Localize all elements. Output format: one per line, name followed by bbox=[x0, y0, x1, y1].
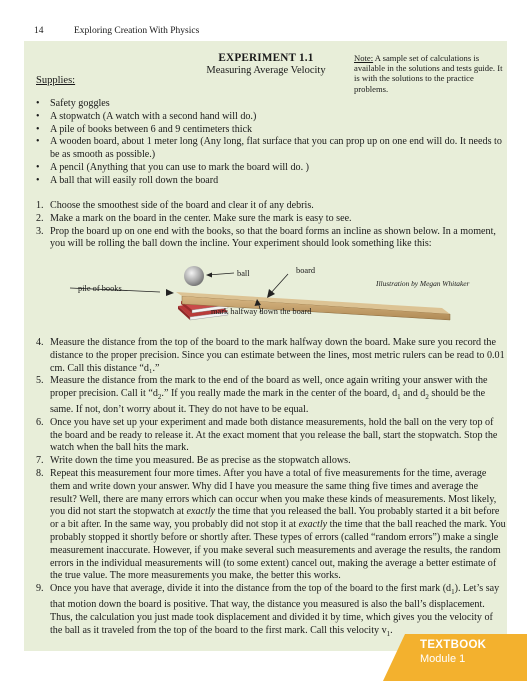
books-label: pile of books bbox=[78, 284, 122, 293]
list-item: • A pencil (Anything that you can use to mark the board will do. ) bbox=[36, 162, 506, 175]
step-number: 7. bbox=[36, 455, 44, 467]
page-number: 14 bbox=[34, 26, 44, 36]
page-header bbox=[34, 26, 199, 36]
list-item bbox=[36, 213, 506, 226]
step-text: Measure the distance from the top of the board to the mark halfway down the board. Make sure you record the distance to the proper precision. Since you can estimate between the lines, most metric rulers can be read to 0.01 cm. Call this distance “d₁.” bbox=[50, 337, 505, 374]
list-item bbox=[36, 200, 506, 213]
list-item bbox=[36, 375, 506, 416]
step-number: 9. bbox=[36, 583, 44, 595]
experiment-title: EXPERIMENT 1.1 bbox=[218, 52, 314, 64]
step-text: Choose the smoothest side of the board and clear it of any debris. bbox=[50, 200, 314, 211]
note-label: Note: bbox=[354, 53, 374, 63]
step-text: Make a mark on the board in the center. Make sure the mark is easy to see. bbox=[50, 212, 352, 224]
book-title: Exploring Creation With Physics bbox=[74, 26, 200, 36]
list-item: • A wooden board, about 1 meter long (Any long, flat surface that you can prop up on one end will do. It needs to be as smooth as possible.) bbox=[36, 136, 506, 162]
mark-label: mark halfway down the board bbox=[211, 307, 312, 316]
step-number: 2. bbox=[36, 212, 44, 224]
experiment-heading bbox=[186, 52, 346, 76]
supplies-heading: Supplies: bbox=[36, 75, 76, 86]
step-text: Prop the board up on one end with the books, so that the board forms an incline as shown below. In a moment, you will be rolling the ball down the incline. Your experiment should look something like this: bbox=[50, 225, 496, 250]
step-number: 8. bbox=[36, 467, 44, 479]
note-text: A sample set of calculations is available in the solutions and tests guide. It is with the solutions to the practice problems. bbox=[354, 53, 503, 94]
step-number: 3. bbox=[36, 225, 44, 237]
badge-module: Module 1 bbox=[420, 653, 466, 665]
list-item: • A pile of books between 6 and 9 centimeters thick bbox=[36, 124, 506, 137]
step-text: Write down the time you measured. Be as precise as the stopwatch allows. bbox=[50, 455, 351, 467]
supplies-list bbox=[36, 98, 506, 188]
list-item: • Safety goggles bbox=[36, 98, 506, 111]
list-item bbox=[36, 417, 506, 455]
step-number: 1. bbox=[36, 200, 44, 211]
ball-label: ball bbox=[237, 269, 250, 278]
step-number: 6. bbox=[36, 416, 44, 428]
list-item bbox=[36, 583, 506, 640]
list-item bbox=[36, 468, 506, 583]
ball-icon bbox=[184, 266, 204, 286]
list-item: • A ball that will easily roll down the board bbox=[36, 175, 506, 188]
list-item: • A stopwatch (A watch with a second hand will do.) bbox=[36, 111, 506, 124]
board-label: board bbox=[296, 266, 316, 275]
textbook-badge bbox=[405, 634, 527, 681]
experiment-subtitle: Measuring Average Velocity bbox=[206, 65, 326, 76]
list-item bbox=[36, 226, 506, 252]
illustration-credit: Illustration by Megan Whitaker bbox=[376, 279, 470, 288]
list-item bbox=[36, 455, 506, 468]
steps-list-bottom bbox=[36, 337, 506, 640]
note-box bbox=[354, 53, 504, 94]
steps-list-top bbox=[36, 200, 506, 251]
incline-illustration bbox=[70, 254, 510, 332]
badge-title: TEXTBOOK bbox=[420, 639, 487, 651]
step-text: Once you have that average, divide it into the distance from the top of the board to the first mark $(d_1)$. Let’s say that motion down the board is positive. That way, the distance you measured is also the ball’s displacement. Thus, the calculation you just made took displacement and divided it by time, which gives you the velocity of the ball as it traveled from the top of the board to the first mark. Call this velocity v . bbox=[50, 583, 500, 636]
list-item bbox=[36, 337, 506, 375]
step-text: Repeat this measurement four more times. After you have a total of five measurements for the time, average them and write down your answer. Why did I have you measure the same thing five times and average the result? Well, there are many errors which can occur when you make these kinds of measurements. Most likely, you did not start the stopwatch at exactly the time that you released the ball. You probably started it a bit before or a bit after. In the same way, you probably did not stop it at exactly the time that the ball reached the mark. You probably stopped it shortly before or shortly after. These types of errors (called “random errors”) make a single measurement inaccurate. However, if you make several such measurements and average the results, the random errors in the individual measurements will (to some extent) cancel out, making the average a better estimate of the true value. The more measurements you make, the better this works. bbox=[50, 467, 506, 582]
step-number: 5. bbox=[36, 375, 44, 387]
step-number: 4. bbox=[36, 337, 44, 348]
step-text: Measure the distance from the mark to the end of the board as well, once again writing your answer with the proper precision. Call it “$d_2$.” If you really made the mark in the center of the board, $d_1$ and $d_2$ should be the same. If not, don’t worry about it. They do not have to be equal. bbox=[50, 375, 488, 415]
step-text: Once you have set up your experiment and made both distance measurements, hold the ball on the very top of the board and be ready to release it. At the exact moment that you release the ball, start the stopwatch. Stop the watch when the ball hits the mark. bbox=[50, 416, 498, 454]
